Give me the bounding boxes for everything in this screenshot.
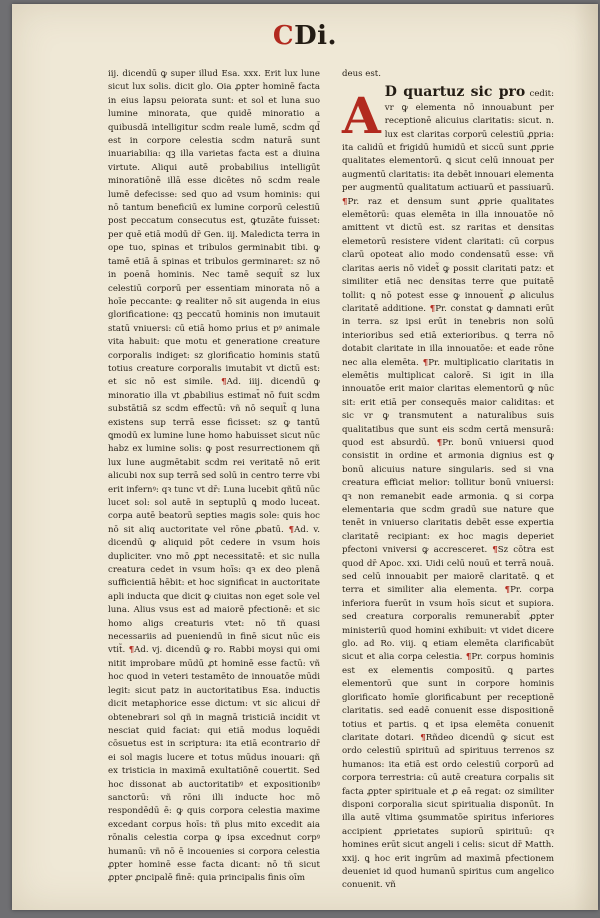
manuscript-page <box>12 4 598 910</box>
right-column-paragraph: Pr. constat ꝙ damnati erūt in terra. sz ipsi erūt in tenebris non solū interioribus sed etiā exterioribus. ꝗ terra nō dotabit claritate in illa innouatōe: et eade rōne nec alia elemēta. <box>342 303 554 368</box>
paragraph-mark: ¶ <box>436 437 443 448</box>
left-column-opening-text: iij. dicendū ꝙ super illud Esa. xxx. Erit lux lune sicut lux solis. dicit glo. Oia ꝓpter hominē facta in eius lapsu peiorata sunt: et sol et luna suo lumine minorata, que quidē minoratio a quibusdā intelligitur scdm reale lumē, scdm qd̄ est in corpore celestia scdm naturā sunt inuariabilia: qꝫ illa varietas facta est a diuina virtute. Aliqui autē probabilius intelligūt minoratiōnē illā esse dicētes nō scdm reale lumē defecisse: sed quo ad vsum hominis: qui nō tantum beneficiū ex lumine corporū celestiū post peccatum consecutus est, ꝙtuzāte fuisset: per quē etiā modū dr̄ Gen. iij. Maledicta terra in ope tuo, spinas et tribulos germinabit tibi. ꝙ tamē etiā ā spinas et tribulos germinaret: sz nō in poenā hominis. Nec tamē sequit̃ sz lux celestiū corporū per essentiam minorata nō a hoīe peccante: ꝙ realiter nō sit augenda in eius glorificatione: qꝫ peccatū hominis non imutauit statū vniuersi: cū etiā homo prius et pꝰ animale vita habuit: que motu et generatione creature corporalis indiget: sz glorificatio hominis statū totius creature corporalis imutabit vt dictū est: et sic nō est simile. <box>108 69 320 388</box>
paragraph-mark: ¶ <box>221 377 227 388</box>
right-column-paragraph: Pr. corpus hominis est ex elementis compositū. ꝗ partes elementorū que sunt in corpore hominis glorificato homīe glorificabunt per receptionē claritatis. sed eadē conuenit esse dispositionē totius et partis. ꝗ et ipsa elemēta conuenit claritate dotari. <box>342 652 555 743</box>
left-column <box>108 68 320 884</box>
right-column-paragraph: Rñdeo dicendū ꝙ sicut est ordo celestiū spirituū ad spirituus terrenos sz humanos: ita etiā est ordo celestiū corporū ad corpora terrestria: cū autē creatura corpalis sit facta ꝓpter spirituale et ꝓ eā regat: oz similiter disponi corporalia sicut spiritualia disponūt. In illa autē vltima ꝯsummatōe spiritus inferiores accipient ꝓprietates supiorū spirituū: qꝛ homines erūt sicut angeli i celis: sicut dr̄ Matth. xxij. ꝗ hoc erit ingrūm ad maximā pfectionem deueniet id quod humanū spiritus cum angelico conuenit. vñ <box>342 732 555 891</box>
right-column-paragraph: Pr. multiplicatio claritatis in elemētis multiplicat calorē. Si igit in illa innouatōe erit maior claritas elementorū ꝙ nūc sit: erit etiā per consequēs maior caliditas: et sic vr ꝙ transmutent a naturalibus suis qualitatibus que sunt eis scdm certā mensurā: quod est absurdū. <box>342 357 555 448</box>
right-column-opening-text: cedit: vr ꝙ elementa nō innouabunt per receptionē alicuius claritatis: sicut. n. lux est claritas corporū celestiū ꝓpria: ita calidū et frigidū humidū et siccū sunt ꝓprie qualitates elementorū. ꝗ sicut celū innouat per augmentū claritatis: ita debēt innouari elementa per augmentū qualitatum actiuarū et passiuarū. <box>342 89 554 194</box>
paragraph-mark: ¶ <box>420 732 426 743</box>
paragraph-mark: ¶ <box>504 585 511 596</box>
paragraph-mark: ¶ <box>128 645 135 656</box>
rubricated-drop-initial: A <box>342 86 381 146</box>
right-column <box>342 68 555 891</box>
paragraph-mark: ¶ <box>342 196 348 207</box>
running-head-initial: C <box>272 21 295 51</box>
paragraph-mark: ¶ <box>492 545 498 556</box>
paragraph-mark: ¶ <box>422 357 429 368</box>
right-column-paragraph: Sz cōtra est quod dr̄ Apoc. xxi. Uidi celū nouū et terrā nouā. sed celū innouabit per maiorē claritatē. ꝗ et terra et similiter alia elementa. <box>342 545 554 596</box>
left-column-paragraph: Ad. iiij. dicendū ꝙ minoratio illa vt ꝓbabilius estimat̄ nō fuit scdm substātiā sz scdm effectū: vñ nō sequit̃ q luna existens sup terrā esse ficisset: sz ꝙ tantū ꝗmodū ex lumine lune homo habuisset sicut nūc habz ex lumine solis: ꝙ post resurrectionem qñ lux lune augmētabit scdm rei veritatē nō erit alicubi nox sup terrā sed solū in centro terre vbi erit infernꝰ: qꝛ tunc vt dr̄: Luna lucebit qñtū nūc lucet sol: sol autē in septuplū ꝗ modo luceat. corpa autē beatorū septies magis sole: quis hoc nō sit aliq auctoritate vel rōne ꝓbatū. <box>108 377 320 535</box>
paragraph-mark: ¶ <box>429 303 436 314</box>
article-opening-words: D quartuz sic pro <box>384 84 526 101</box>
left-column-paragraph: Ad. vj. dicendū ꝙ ro. Rabbi moysi qui omi nitit improbare mūdū ꝓt hominē esse factū: vñ hoc quod in veteri testamēto de innouatōe mūdi legit: sicut patz in auctoritatibus Esa. inductis dicit metaphorice esse dictum: vt sic alicui dr̄ obtenebrari sol qñ in magnā tristiciā incidit vt nesciat quid faciat: qui etiā modus loquēdi cōsuetus est in scriptura: ita etiā econtrario dr̄ ei sol magis lucere et totus mūdus inouari: qñ ex tristicia in maximā exultatiōnē couertit. Sed hoc dissonat ab auctoritatibꝰ et expositionibꝰ sanctorū: vñ rōni illi inducte hoc mō respondēdū ē: ꝙ quis corpora celestia maxime excedant corpus hoīs: tñ plus mito excedit aia rōnalis celestia corpa ꝙ ipsa excednut corpꝰ humanū: vñ nō ē incouenies si corpora celestia ꝓpter hominē esse facta dicant: nō tñ sicut ꝓpter ꝓncipalē finē: quia principalis finis oīm <box>108 645 320 884</box>
right-column-paragraph: Pr. raz et densum sunt ꝓprie qualitates elemētorū: quas elemēta in illa innouatōe nō amittent vt dictū est. sz raritas et densitas elemetorū resistere vident claritati: cū corpus clarū opoteat alio modo condensatū esse: vñ claritas aeris nō videt̃ ꝙ possit claritati patz: et similiter etiā nec densitas terre que puitatē tollit: ꝗ nō potest esse ꝙ innouent̃ ꝓ aliculus claritatē additione. <box>342 196 554 314</box>
right-column-paragraph: Pr. corpa inferiora fuerūt in vsum hoīs sicut et supiora. sed creatura corporalis remunerabit̃ ꝓpter ministeriū quod homini exhibuit: vt videt dicere glo. ad Ro. viij. ꝗ etiam elemēta clarificabūt sicut et alia corpa celestia. <box>342 585 554 663</box>
right-column-paragraph: Pr. bonū vniuersi quod consistit in ordine et armonia dignius est ꝙ bonū alicuius nature singularis. sed si vna creatura efficiat melior: tollitur bonū vniuersi: qꝛ non remanebit eade armonia. ꝗ si corpa elementaria que scdm gradū sue nature que tenēt in vniuerso claritatis debēt esse expertia claritatē recipiant: ex hoc magis deperiet pfectoni vniversi ꝙ accresceret. <box>342 437 555 556</box>
running-head <box>12 20 598 52</box>
paragraph-mark: ¶ <box>465 652 472 663</box>
paragraph-mark: ¶ <box>288 524 295 535</box>
left-column-paragraph: Ad. v. dicendū ꝙ aliquid pōt cedere in vsum hois dupliciter. vno mō ꝓpt necessitatē: et sic nulla creatura cedet in vsum hoīs: qꝛ ex deo plenā sufficientiā hēbit: et hoc significat in auctoritate apli inducta que dicit ꝙ ciuitas non eget sole vel luna. Alius vsus est ad maiorē pfectionē: et sic homo aligs creaturis vtet: nō tñ quasi necessariis ad pueniendū in finē sicut nūc eis vtit̃. <box>108 524 320 656</box>
right-column-heading: deus est. <box>342 69 381 79</box>
running-head-text: Di. <box>294 21 338 51</box>
